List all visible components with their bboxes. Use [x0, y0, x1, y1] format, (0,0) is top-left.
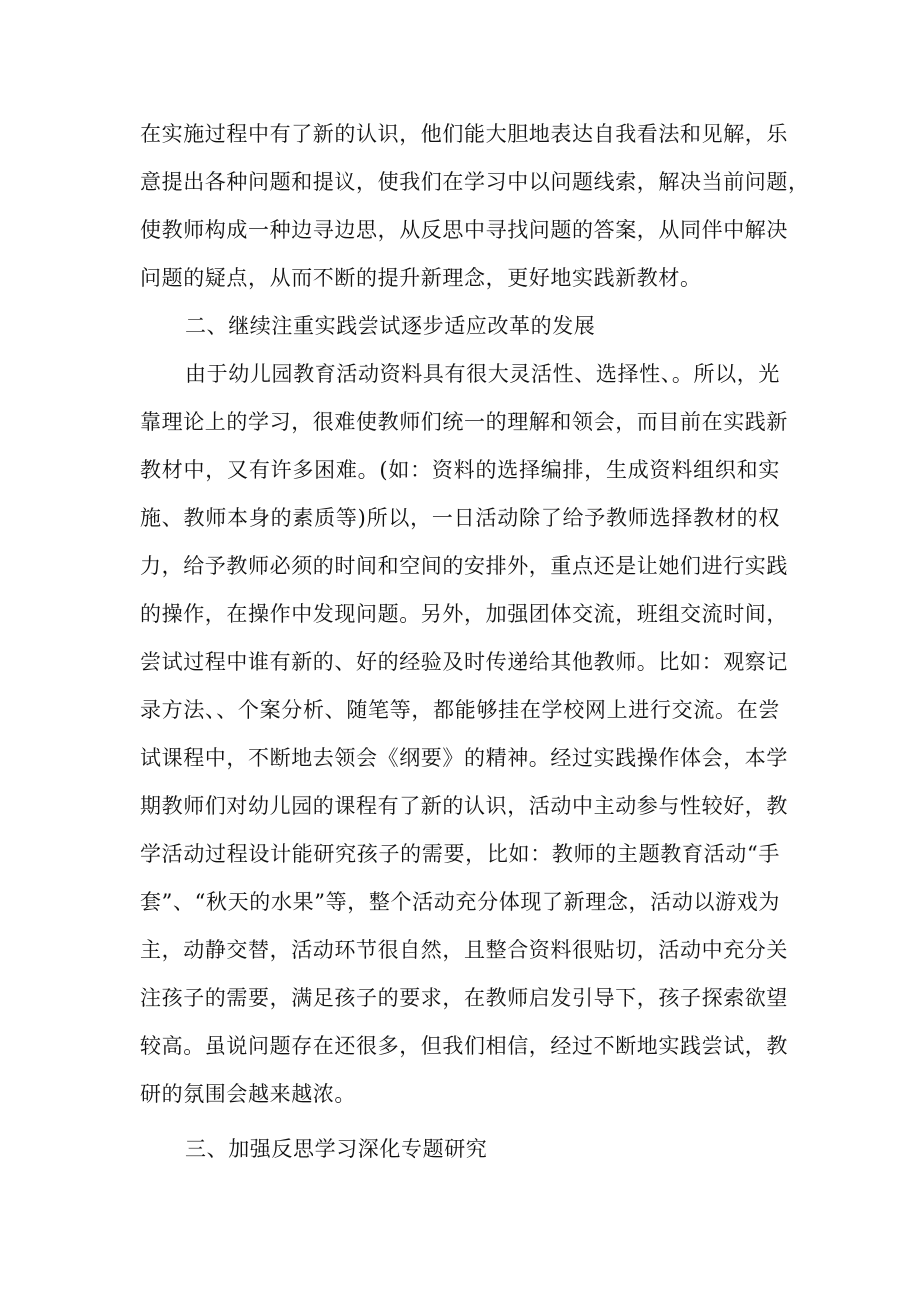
paragraph-line: 由于幼儿园教育活动资料具有很大灵活性、选择性、。所以，光 — [185, 362, 780, 386]
paragraph-line: 录方法、、个案分析、随笔等，都能够挂在学校网上进行交流。在尝 — [140, 698, 780, 722]
paragraph-line: 较高。虽说问题存在还很多，但我们相信，经过不断地实践尝试，教 — [140, 1034, 788, 1058]
paragraph-line: 问题的疑点，从而不断的提升新理念，更好地实践新教材。 — [140, 266, 702, 290]
paragraph-line: 尝试过程中谁有新的、好的经验及时传递给其他教师。比如：观察记 — [140, 650, 788, 674]
paragraph-line: 使教师构成一种边寻边思，从反思中寻找问题的答案，从同伴中解决 — [140, 218, 788, 242]
paragraph-line: 期教师们对幼儿园的课程有了新的认识，活动中主动参与性较好，教 — [140, 794, 788, 818]
paragraph-line: 施、教师本身的素质等)所以，一日活动除了给予教师选择教材的权 — [140, 506, 780, 530]
paragraph-line: 研的氛围会越来越浓。 — [140, 1082, 356, 1106]
section-heading: 二、继续注重实践尝试逐步适应改革的发展 — [185, 314, 596, 338]
paragraph-line: 的操作，在操作中发现问题。另外，加强团体交流，班组交流时间， — [140, 602, 788, 626]
paragraph-line: 意提出各种问题和提议，使我们在学习中以问题线索，解决当前问题， — [140, 170, 810, 194]
paragraph-line: 套”、“秋天的水果”等，整个活动充分体现了新理念，活动以游戏为 — [140, 890, 780, 914]
paragraph-line: 注孩子的需要，满足孩子的要求，在教师启发引导下，孩子探索欲望 — [140, 986, 788, 1010]
section-heading: 三、加强反思学习深化专题研究 — [185, 1137, 488, 1161]
paragraph-line: 主，动静交替，活动环节很自然，且整合资料很贴切，活动中充分关 — [140, 938, 788, 962]
paragraph-line: 靠理论上的学习，很难使教师们统一的理解和领会，而目前在实践新 — [140, 410, 788, 434]
paragraph-line: 试课程中，不断地去领会《纲要》的精神。经过实践操作体会，本学 — [140, 746, 788, 770]
paragraph-line: 在实施过程中有了新的认识，他们能大胆地表达自我看法和见解，乐 — [140, 122, 788, 146]
paragraph-line: 教材中，又有许多困难。(如：资料的选择编排，生成资料组织和实 — [140, 458, 780, 482]
paragraph-line: 力，给予教师必须的时间和空间的安排外，重点还是让她们进行实践 — [140, 554, 788, 578]
paragraph-line: 学活动过程设计能研究孩子的需要，比如：教师的主题教育活动“手 — [140, 842, 780, 866]
